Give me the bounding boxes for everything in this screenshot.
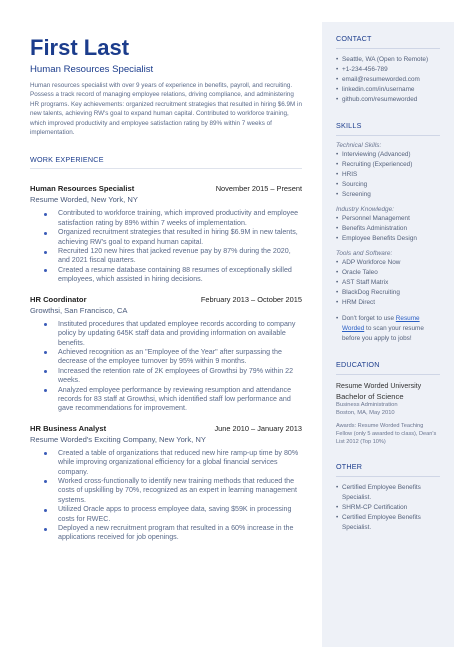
job-header bbox=[30, 424, 302, 433]
resume-worded-link[interactable]: Resume Worded bbox=[342, 315, 420, 332]
bullet-dot-icon bbox=[44, 528, 47, 531]
education-field: Business Administration bbox=[336, 402, 398, 408]
job-bullet-text: Achieved recognition as an "Employee of the Year" after surpassing the decrease of the employee turnover by 95% within 9 months. bbox=[58, 347, 282, 366]
job-entry bbox=[30, 184, 302, 284]
bullet-dot-icon bbox=[44, 323, 47, 326]
education-degree: Bachelor of Science bbox=[336, 392, 404, 401]
skills-heading: SKILLS bbox=[336, 121, 362, 130]
job-bullet-text: Contributed to workforce training, which improved productivity and employee satisfaction rating by 89% within 7 weeks of implementation. bbox=[58, 209, 299, 227]
work-experience-heading: WORK EXPERIENCE bbox=[30, 155, 104, 165]
contact-list bbox=[336, 55, 440, 105]
job-bullet-text: Organized recruitment strategies that resulted in hiring $6.9M in new talents, achieving RW's goal to expand human capital. bbox=[58, 228, 298, 246]
job-bullet-text: Created a resume database containing 88 resumes of exceptionally skilled employees, which assisted in hiring decisions. bbox=[58, 265, 292, 284]
job-bullet-text: Created a table of organizations that reduced new hire ramp-up time by 80% while improving organizational efficiency for a global financial services company. bbox=[58, 448, 299, 476]
sidebar-divider bbox=[336, 135, 440, 136]
education-awards: Awards: Resume Worded Teaching Fellow (only 5 awarded to class), Dean's List 2012 (Top 10%) bbox=[336, 423, 437, 445]
job-dates: February 2013 – October 2015 bbox=[200, 294, 302, 304]
job-bullet-text: Recruited 120 new hires that jacked revenue pay by 87% during the 2020, and 2021 fiscal quarters. bbox=[58, 247, 291, 265]
job-header bbox=[30, 184, 302, 193]
bullet-dot-icon bbox=[44, 452, 47, 455]
job-bullets bbox=[30, 209, 302, 284]
sidebar-divider bbox=[336, 48, 440, 49]
job-bullet bbox=[44, 247, 302, 266]
education-location-date: Boston, MA, May 2010 bbox=[336, 410, 395, 416]
other-heading: OTHER bbox=[336, 462, 363, 471]
contact-item: • +1-234-456-789 bbox=[336, 65, 440, 75]
skill-item: • Recruiting (Experienced) bbox=[336, 160, 440, 170]
education-heading: EDUCATION bbox=[336, 360, 380, 369]
job-bullet bbox=[44, 386, 302, 414]
skill-item: • Personnel Management bbox=[336, 214, 440, 224]
job-bullets bbox=[30, 449, 302, 543]
skill-group-label: Technical Skills: bbox=[336, 142, 382, 149]
job-bullet-text: Utilized Oracle apps to process employee data, saving $59K in processing costs for RWEC. bbox=[58, 505, 292, 523]
main-column bbox=[30, 36, 302, 543]
bullet-dot-icon bbox=[44, 480, 47, 483]
note-text-before: Don't forget to use bbox=[342, 315, 396, 322]
bullet-dot-icon bbox=[44, 232, 47, 235]
bullet-dot-icon bbox=[44, 389, 47, 392]
bullet-dot-icon bbox=[44, 251, 47, 254]
job-entry bbox=[30, 424, 302, 543]
job-bullet bbox=[44, 348, 302, 367]
contact-item: • github.com/resumeworded bbox=[336, 95, 440, 105]
job-bullet-text: Increased the retention rate of 2K employees of Growthsi by 79% within 22 weeks. bbox=[58, 366, 294, 385]
job-bullet-text: Deployed a new recruitment program that resulted in a 60% increase in the applications received for job openings. bbox=[58, 524, 294, 542]
section-divider bbox=[30, 168, 302, 169]
summary-paragraph: Human resources specialist with over 9 years of experience in benefits, payroll, and recruiting. Possess a track record of managing employee relations, driving compliance, and administering HR programs. Key achievements: organized recruitment strategies that resulted in hiring $6.9M in new talents, achieving RW's goal to expand human capital. Contributed to workforce training, which improved productivity and employee satisfaction rating by 89% within 7 weeks of implementation. bbox=[30, 82, 302, 137]
skill-group-label: Industry Knowledge: bbox=[336, 206, 394, 213]
bullet-dot-icon bbox=[44, 351, 47, 354]
skills-section bbox=[336, 121, 440, 344]
job-company: Resume Worded, New York, NY bbox=[30, 195, 138, 205]
bullet-dot-icon bbox=[44, 370, 47, 373]
resume-worded-note bbox=[336, 314, 440, 344]
bullet-dot-icon bbox=[44, 509, 47, 512]
contact-item: • Seattle, WA (Open to Remote) bbox=[336, 55, 440, 65]
note-item bbox=[336, 314, 440, 344]
job-bullet bbox=[44, 367, 302, 386]
candidate-title: Human Resources Specialist bbox=[30, 64, 154, 75]
job-bullet bbox=[44, 505, 302, 524]
job-bullet bbox=[44, 228, 302, 247]
sidebar-divider bbox=[336, 374, 440, 375]
contact-item: • email@resumeworded.com bbox=[336, 75, 440, 85]
sidebar bbox=[322, 22, 454, 647]
skill-item: • AST Staff Matrix bbox=[336, 278, 440, 288]
job-company: Growthsi, San Francisco, CA bbox=[30, 305, 128, 315]
bullet-dot-icon bbox=[44, 213, 47, 216]
job-bullet-text: Analyzed employee performance by reviewing resumption and attendance records for 83 staff at Growthsi, which identified staff low performance and gave recommendations for improvement. bbox=[58, 385, 292, 413]
job-bullet bbox=[44, 477, 302, 505]
skill-list bbox=[336, 258, 440, 308]
skill-item: • Interviewing (Advanced) bbox=[336, 150, 440, 160]
job-bullet-text: Worked cross-functionally to identify new training methods that reduced the costs of upskilling by 70%, recognized as an expert in learning management systems. bbox=[58, 476, 297, 504]
education-school: Resume Worded University bbox=[336, 383, 422, 390]
job-bullet bbox=[44, 449, 302, 477]
skill-item: • Sourcing bbox=[336, 180, 440, 190]
job-entry bbox=[30, 295, 302, 414]
candidate-name: First Last bbox=[30, 35, 130, 60]
contact-item: • linkedin.com/in/username bbox=[336, 85, 440, 95]
job-title: HR Business Analyst bbox=[30, 423, 107, 433]
other-item: • SHRM-CP Certification bbox=[336, 503, 440, 513]
skill-group-label: Tools and Software: bbox=[336, 250, 393, 257]
skill-groups bbox=[336, 142, 440, 308]
skill-item: • Benefits Administration bbox=[336, 224, 440, 234]
job-bullet-text: Instituted procedures that updated employee records according to company policy by updating 645K staff data and providing information on available benefits. bbox=[58, 319, 296, 347]
skill-list bbox=[336, 214, 440, 244]
jobs-list bbox=[30, 184, 302, 542]
skill-item: • ADP Workforce Now bbox=[336, 258, 440, 268]
education-section bbox=[336, 360, 440, 446]
other-section bbox=[336, 462, 440, 533]
skill-item: • Employee Benefits Design bbox=[336, 234, 440, 244]
job-title: Human Resources Specialist bbox=[30, 184, 135, 194]
note-text-after: to scan your resume before you apply to jobs! bbox=[342, 325, 424, 342]
other-list bbox=[336, 483, 440, 533]
job-dates: June 2010 – January 2013 bbox=[214, 423, 302, 433]
job-bullet bbox=[44, 524, 302, 543]
sidebar-divider bbox=[336, 476, 440, 477]
job-dates: November 2015 – Present bbox=[215, 184, 302, 194]
bullet-dot-icon bbox=[44, 269, 47, 272]
job-bullet bbox=[44, 320, 302, 348]
skill-item: • BlackDog Recruiting bbox=[336, 288, 440, 298]
other-item: • Certified Employee Benefits Specialist. bbox=[336, 483, 440, 503]
contact-heading: CONTACT bbox=[336, 34, 372, 43]
skill-item: • Screening bbox=[336, 190, 440, 200]
skill-item: • Oracle Taleo bbox=[336, 268, 440, 278]
job-bullets bbox=[30, 320, 302, 414]
job-header bbox=[30, 295, 302, 304]
job-company: Resume Worded's Exciting Company, New York, NY bbox=[30, 434, 206, 444]
skill-item: • HRIS bbox=[336, 170, 440, 180]
skill-item: • HRM Direct bbox=[336, 298, 440, 308]
job-bullet bbox=[44, 266, 302, 285]
other-item: • Certified Employee Benefits Specialist. bbox=[336, 513, 440, 533]
skill-list bbox=[336, 150, 440, 200]
job-title: HR Coordinator bbox=[30, 294, 87, 304]
job-bullet bbox=[44, 209, 302, 228]
